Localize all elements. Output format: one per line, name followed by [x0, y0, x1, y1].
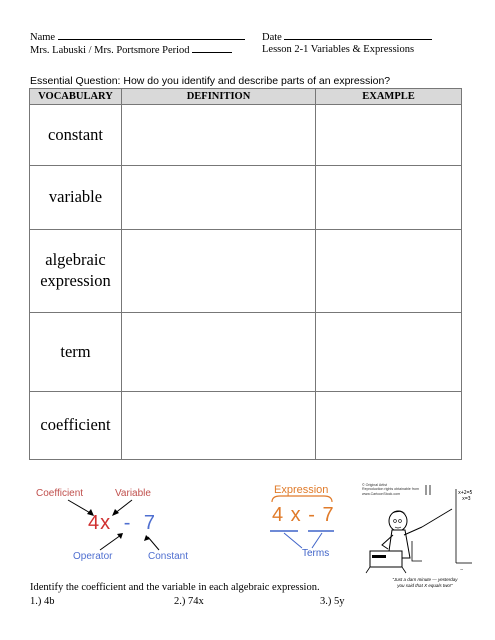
definition-cell[interactable] — [122, 392, 316, 460]
copyright-line: www.CartoonStock.com — [362, 491, 401, 496]
problem-item: 3.) 5y — [320, 596, 345, 607]
table-header-row — [30, 89, 462, 105]
constant-label: Constant — [148, 551, 189, 562]
definition-cell[interactable] — [122, 166, 316, 230]
expression-label: Expression — [274, 484, 329, 496]
operator-label: Operator — [73, 551, 113, 562]
name-blank[interactable] — [58, 31, 245, 40]
chalkboard-text — [458, 491, 472, 503]
cartoon-drawing-icon — [360, 483, 472, 578]
date-blank[interactable] — [284, 31, 432, 40]
board-line: x=3 — [462, 497, 471, 502]
caption-line: you said that X equals two!" — [397, 582, 453, 588]
instructions-text: Identify the coefficient and the variable in each algebraic expression. — [30, 582, 320, 593]
vocab-term: algebraic expression — [30, 230, 122, 313]
vocab-term: term — [30, 313, 122, 392]
expr-variable: x — [100, 512, 112, 534]
definition-cell[interactable] — [122, 105, 316, 166]
teacher-line — [30, 44, 232, 56]
column-header-definition: DEFINITION — [122, 89, 316, 105]
vocab-term: constant — [30, 105, 122, 166]
svg-text:~: ~ — [460, 567, 464, 572]
lesson-title: Lesson 2-1 Variables & Expressions — [262, 44, 415, 55]
date-label: Date — [262, 32, 282, 43]
expr-operator: - — [123, 512, 132, 534]
vocab-term: variable — [30, 166, 122, 230]
table-row — [30, 230, 462, 313]
expr-constant: 7 — [143, 512, 157, 534]
example-cell[interactable] — [316, 105, 462, 166]
coefficient-label: Coefficient — [36, 488, 84, 499]
definition-cell[interactable] — [122, 313, 316, 392]
copyright-line: Reproduction rights obtainable from — [362, 487, 419, 492]
example-cell[interactable] — [316, 392, 462, 460]
column-header-example: EXAMPLE — [316, 89, 462, 105]
board-line: x+2=5 — [458, 491, 473, 496]
column-header-vocabulary: VOCABULARY — [30, 89, 122, 105]
example-cell[interactable] — [316, 230, 462, 313]
definition-cell[interactable] — [122, 230, 316, 313]
essential-question: Essential Question: How do you identify and describe parts of an expression? — [30, 75, 391, 87]
problem-item: 1.) 4b — [30, 596, 55, 607]
table-row — [30, 313, 462, 392]
table-row — [30, 105, 462, 166]
teachers-label: Mrs. Labuski / Mrs. Portsmore Period — [30, 45, 190, 56]
example-cell[interactable] — [316, 313, 462, 392]
variable-label: Variable — [115, 488, 151, 499]
terms-expression: 4 x - 7 — [272, 504, 335, 526]
date-line — [262, 31, 432, 43]
name-label: Name — [30, 32, 56, 43]
vocabulary-table — [29, 88, 462, 460]
table-row — [30, 166, 462, 230]
cartoon-caption — [378, 577, 472, 588]
example-expression — [88, 512, 156, 535]
period-blank[interactable] — [192, 44, 232, 53]
caption-line: "Just a darn minute — yesterday — [392, 577, 458, 582]
terms-diagram — [268, 482, 348, 567]
parts-diagram — [30, 484, 250, 574]
vocab-term: coefficient — [30, 392, 122, 460]
teacher-cartoon — [360, 483, 472, 593]
table-row — [30, 392, 462, 460]
terms-label: Terms — [302, 548, 330, 559]
expr-coefficient: 4 — [88, 512, 101, 534]
problem-item: 2.) 74x — [174, 596, 204, 607]
name-line — [30, 31, 245, 43]
copyright-line: © Original Artist — [362, 483, 388, 487]
example-cell[interactable] — [316, 166, 462, 230]
